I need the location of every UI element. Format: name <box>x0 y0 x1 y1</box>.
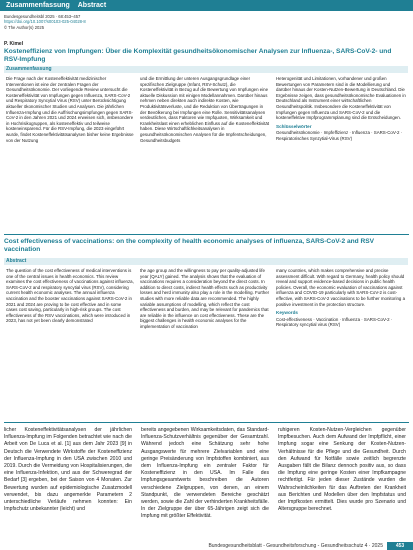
divider-2 <box>4 422 409 423</box>
english-abstract-col-3 <box>276 268 406 331</box>
german-abstract-col-1: Die Frage nach der Kosteneffektivität medizinischer Interventionen ist eine der zentralen Fragen der Gesundheitsökonomie. Der vorliegende Review untersucht die Kosteneffektivität von Impfungen gegen Influenza, SARS-CoV-2 und Respiratory Syncytial Virus (RSV) unter Berücksichtigung aktueller ökonomischer Studien und Analysen. Die jährlichen Influenza-Impfung und die Auffrischungsimpfungen gegen SARS-CoV-2 in den Jahren 2021 und 2024 erweisen sich, insbesondere in Hochrisikogruppen, als kosteneffektiv und teilweise kosteneinsparend. Für die RSV-Impfung, die 2023 eingeführt wurde, findet Kosteneffektivitätsanalysen bisher keine Ergebnisse von der Nutzung <box>6 76 134 143</box>
journal-source: Bundesgesundheitsblatt - Gesundheitsforschung - Gesundheitsschutz 4 · 2025 <box>208 543 383 549</box>
german-keywords: Gesundheitsökonomie · Impfeffizienz · Influenza · SARS-CoV-2 · Respiratorisches Synzytial-Virus (RSV) <box>276 130 403 141</box>
citation-line: Bundesgesundheitsbl 2025 · 68:453–457 <box>4 14 81 19</box>
german-keywords-label: Schlüsselwörter <box>276 123 312 129</box>
body-col-3: ruhigeren Kosten-Nutzen-Vergleichen gegenüber Impfbesuchen. Auch dem Aufwand der Impfpflicht, einer Impfung sogar eine Senkung der Kosten-Nutzen-Verhältnisse für die Pflege und die Gesundheit. Durch den Aufwand für Notfälle sowie zeitlich begrenzte Ausgaben fällt die Bilanz dennoch positiv aus, so dass die Impfung eine geringe Kosten einer Impfkampagne rechtfertigt. Für jeden dieser Zustände wurden die Wahrscheinlichkeiten für das Auftreten der Krankheit aus Berichten und Modellen über den Impfstatus und der Impfkosten ermittelt. Dies wurde pro Szenario und Altersgruppe berechnet. <box>278 427 406 513</box>
section-tab-bar <box>0 0 413 11</box>
copyright-line: © The Author(s) 2025 <box>4 24 45 30</box>
body-col-2: bereits angegebenen Wirksamkeitsdaten, das Standard-Influenza-Schutzverhältnis gegenüber der Gesamtzahl. Während jedoch eine Schätzung sehr hohe Ausgangswerte für mehrere Zielvariablen und eine geringe Preisänderung von Impfstoffen kombiniert, aus dem Influenza-Impfung ein zentraler Faktor für Kosteneffizienz in den USA. Im Falle des Impfungsgesamtwerts beschreiben die Autoren verschiedene Zielgruppen, von denen, an einem Standpunkt, die verwendeten Bereiche geschätzt werden, sowie die Zahl der verhinderten Krankheitsfälle. In der Zielgruppe der über 65-Jährigen zeigt sich die Impfung mit größter Effektivität. <box>141 427 269 520</box>
english-abstract-col-3-text: many countries, which makes comprehensive and precise assessment difficult. With regard to Germany, health policy should reveal and support evidence-based decisions in public health policies. Overall, the economic evaluation of vaccinations against influenza and COVID-19 particularly with SARS-CoV-2 is cost-effective, with SARS-CoV-2 vaccinations to be further monitoring a positive investment in the protection structure. <box>276 268 406 307</box>
english-section-head: Abstract <box>4 258 408 265</box>
german-abstract-col-3 <box>276 76 406 145</box>
english-abstract-col-2: the age group and the willingness to pay per quality-adjusted life year (QALY) gained. The analysis shows that the evaluation of vaccinations requires a consideration beyond the direct costs. In addition to direct costs, indirect health effects such as productivity losses and herd immunity also play a role in the modelling. Further studies with more reliable data are recommended. The highly variable assumptions of modelling, which reflect the cost effectiveness and burden, and may be relevant for pandemics that are reliable in the influence on cost effectiveness. These are the biggest challenges in health economic analyses for the implementation of vaccination <box>140 268 270 329</box>
article-meta <box>4 14 409 30</box>
english-keywords: Cost-effectiveness · Vaccination · Influenza · SARS-CoV-2 · Respiratory syncytial virus (RSV) <box>276 316 393 328</box>
tab-zusammenfassung[interactable]: Zusammenfassung <box>6 2 70 9</box>
german-title: Kosteneffizienz von Impfungen: Über die Komplexität gesundheitsökonomischer Analysen zur Influenza-, SARS-CoV-2- und RSV-Impfung <box>4 48 392 63</box>
tab-abstract[interactable]: Abstract <box>77 2 107 9</box>
english-abstract-col-1: The question of the cost effectiveness of medical interventions is one of the central issues in health economics. This review examines the cost effectiveness of vaccinations against influenza, SARS-CoV-2 and respiratory syncytial virus (RSV), considering current health economic analyses. The annual influenza vaccination and the booster vaccinations against SARS-CoV-2 in 2021 and 2024 are proving to be cost effective and in some cases cost saving, particularly in high-risk groups. The cost effectiveness of the RSV vaccinations, which were introduced in 2023, has not yet been clearly demonstrated <box>6 268 134 324</box>
author-line: P. Kimel <box>4 41 24 47</box>
body-col-1: licher Kosteneffektivitätsanalysen der jährlichen Influenza-Impfung im Folgenden betrachtet wie nach die Arbeit von De Luca et al. [1] aus dem Jahr 2023 [9] in Deutsch die Verwendete Wirkstoffe der Kosteneffizienz der Influenza-Impfung in den USA zwischen 2010 und 2019. Durch die Vermeidung von Hospitalisierungen, die eine Influenza-Infektion, und aus der Schweregrad der Bedarf [3] ergeben, bei der Saison von 4 Monaten. Zur Bewertung wurden auf epidemiologische Zusatzmodell verwendet, bis dazu angemerkte Parametern 2 unterschiedliche Verläufe nehmen konnten: Ein Impfschutz unbekannter (leicht) und <box>4 427 132 513</box>
page-number: 453 <box>387 542 413 550</box>
english-title: Cost effectiveness of vaccinations: on the complexity of health economic analyses of influenza, SARS-CoV-2 and RSV vaccination <box>4 238 375 253</box>
german-abstract-col-2: und die Ermittlung der unteren Ausgangsgrundlage einer spezifischen Zielgruppe (Infant, RSV-Schutz), die Kosteneffektivität in Bezug auf die Bewertung von Impfungen eine aktuelle Diskussion mit einigen Modellannahmen. Darüber hinaus nehmen neben direkten auch indirekte Kosten, wie Produktivitätsverluste, und die Reduktion von Übertragungen in der Bevölkerung bei Impfungen eine Rolle. Sensitivitätsanalysen verdeutlichen, dass Faktoren wie Impfquoten, Wirksamkeit und Krankheitslast einen erheblichen Einfluss auf die Kosteneffektivität haben. Diese Wirtschaftlichkeitsanalysen in gesundheitsökonomischen Analysen für die Impfentscheidungen, Gesundheitsbudgets <box>140 76 270 143</box>
divider <box>4 234 409 235</box>
doi-link[interactable]: https://doi.org/10.1007/s00103-025-04028-8 <box>4 19 86 25</box>
page-footer <box>0 542 413 550</box>
german-abstract-col-3-text: Heterogenität und Limitationen, vorhandener und großen Bewertungen von Parametern sind in die Modellierung und darüber hinaus der Kosten-Nutzen-Bewertung in Deutschland. Die Ergebnisse zeigen, dass gesundheitsökonomische Evaluationen in Deutschland als Instrument einer wirtschaftlichen Gesundheitspolitik. Insbesondere die Kosteneffektivität von Impfungen gegen Influenza und SARS-CoV-2 und die kosteneffektive Impfprogrammplanung sind die Entscheidungen. <box>276 76 406 121</box>
german-section-head: Zusammenfassung <box>4 66 408 73</box>
english-keywords-label: Keywords <box>276 310 298 316</box>
